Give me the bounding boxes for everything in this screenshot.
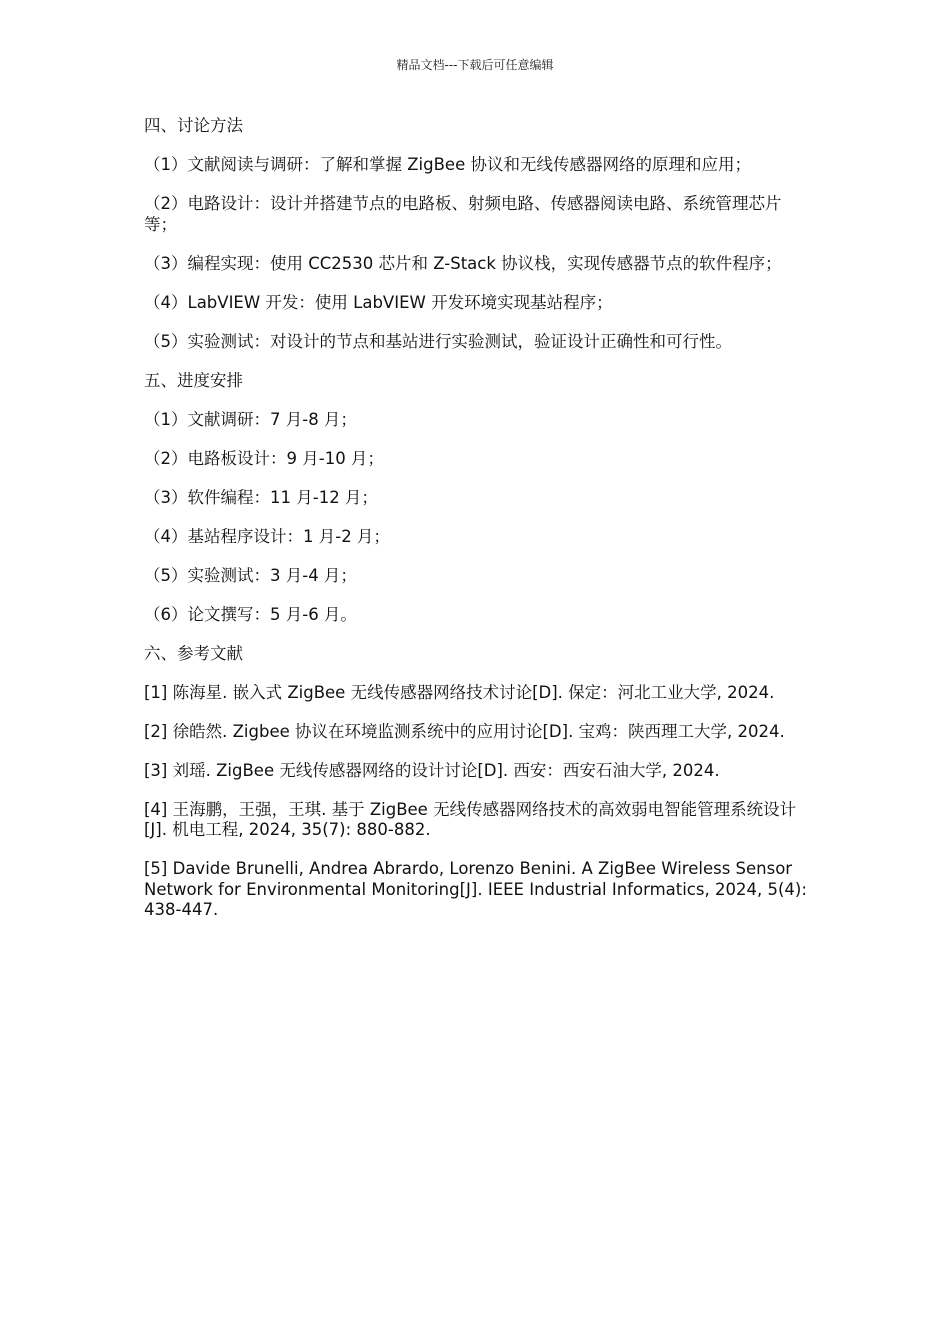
reference-item: [3] 刘瑶. ZigBee 无线传感器网络的设计讨论[D]. 西安：西安石油大学, 2024.	[144, 760, 720, 780]
schedule-item: （5）实验测试：3 月-4 月；	[144, 565, 357, 585]
reference-item: [4] 王海鹏，王强，王琪. 基于 ZigBee 无线传感器网络技术的高效弱电智能管理系统设计[J]. 机电工程, 2024, 35(7): 880-882.	[144, 799, 797, 839]
schedule-item: （3）软件编程：11 月-12 月；	[144, 487, 378, 507]
section-heading-discussion: 四、讨论方法	[144, 116, 243, 135]
section-heading-schedule: 五、进度安排	[144, 370, 243, 390]
schedule-item: （4）基站程序设计：1 月-2 月；	[144, 526, 390, 546]
document-body	[144, 116, 808, 939]
reference-item: [1] 陈海星. 嵌入式 ZigBee 无线传感器网络技术讨论[D]. 保定：河北工业大学, 2024.	[144, 682, 775, 702]
discussion-item: （1）文献阅读与调研：了解和掌握 ZigBee 协议和无线传感器网络的原理和应用；	[144, 155, 751, 174]
discussion-item: （4）LabVIEW 开发：使用 LabVIEW 开发环境实现基站程序；	[144, 292, 613, 312]
reference-item: [2] 徐皓然. Zigbee 协议在环境监测系统中的应用讨论[D]. 宝鸡：陕西理工大学, 2024.	[144, 721, 785, 741]
schedule-item: （1）文献调研：7 月-8 月；	[144, 409, 357, 429]
discussion-item: （2）电路设计：设计并搭建节点的电路板、射频电路、传感器阅读电路、系统管理芯片等；	[144, 194, 782, 234]
schedule-item: （2）电路板设计：9 月-10 月；	[144, 448, 384, 468]
schedule-item: （6）论文撰写：5 月-6 月。	[144, 604, 357, 624]
section-heading-references: 六、参考文献	[144, 643, 243, 663]
reference-item: [5] Davide Brunelli, Andrea Abrardo, Lorenzo Benini. A ZigBee Wireless Sensor Network for Environmental Monitoring[J]. IEEE Industrial Informatics, 2024, 5(4): 438-447.	[144, 859, 807, 919]
discussion-item: （3）编程实现：使用 CC2530 芯片和 Z-Stack 协议栈，实现传感器节点的软件程序；	[144, 253, 782, 273]
page-header: 精品文档---下载后可任意编辑	[396, 58, 554, 72]
discussion-item: （5）实验测试：对设计的节点和基站进行实验测试，验证设计正确性和可行性。	[144, 331, 732, 351]
